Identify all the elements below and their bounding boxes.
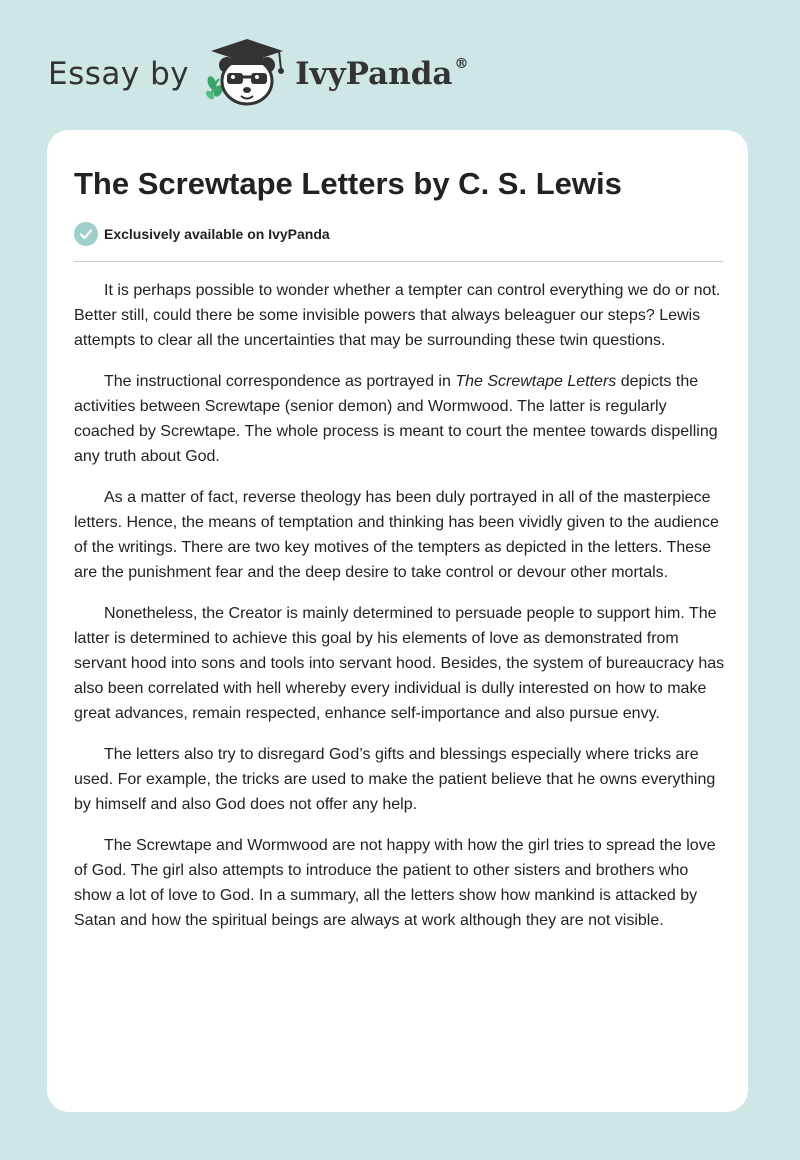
page-title: The Screwtape Letters by C. S. Lewis xyxy=(74,166,622,201)
essay-card xyxy=(47,130,748,1112)
registered-mark: ® xyxy=(454,56,469,72)
essay-by-label: Essay by xyxy=(48,56,190,92)
ivypanda-logo[interactable] xyxy=(203,35,468,114)
paragraph-5: The letters also try to disregard God’s gifts and blessings especially where tricks are used. For example, the tricks are used to make the patient believe that he owns everything by himself and also God does not offer any help. xyxy=(74,746,716,813)
exclusive-badge xyxy=(74,222,330,246)
badge-label: Exclusively available on IvyPanda xyxy=(104,226,330,242)
divider xyxy=(74,261,723,262)
paragraph-3: As a matter of fact, reverse theology has been duly portrayed in all of the masterpiece letters. Hence, the means of temptation and thinking has been vividly given to the audience of the writings. There are two key motives of the tempters as depicted in the letters. These are the punishment fear and the deep desire to take control or devour other mortals. xyxy=(74,489,719,581)
panda-graduate-icon xyxy=(203,35,289,114)
essay-body xyxy=(74,278,726,949)
paragraph-4: Nonetheless, the Creator is mainly determined to persuade people to support him. The latter is determined to achieve this goal by his elements of love as demonstrated from servant hood into sons and tools into servant hood. Besides, the system of bureaucracy has also been correlated with hell whereby every individual is dully interested on how to make great advances, remain respected, enhance self-importance and also pursue envy. xyxy=(74,605,725,722)
site-header xyxy=(48,34,469,114)
paragraph-6: The Screwtape and Wormwood are not happy with how the girl tries to spread the love of God. The girl also attempts to introduce the patient to other sisters and brothers who show a lot of love to God. In a summary, all the letters show how mankind is attacked by Satan and how the spiritual beings are always at work although they are not visible. xyxy=(74,837,716,929)
book-title: The Screwtape Letters xyxy=(455,373,617,390)
check-icon xyxy=(74,222,98,246)
brand-name: IvyPanda ® xyxy=(295,56,469,92)
paragraph-1: It is perhaps possible to wonder whether a tempter can control everything we do or not. Better still, could there be some invisible powers that always beleaguer our steps? Lewis attempts to clear all the uncertainties that may be surrounding these twin questions. xyxy=(74,282,721,349)
paragraph-2: The instructional correspondence as portrayed in The Screwtape Letters depicts the activities between Screwtape (senior demon) and Wormwood. The latter is regularly coached by Screwtape. The whole process is meant to court the mentee towards dispelling any truth about God. xyxy=(74,373,718,465)
